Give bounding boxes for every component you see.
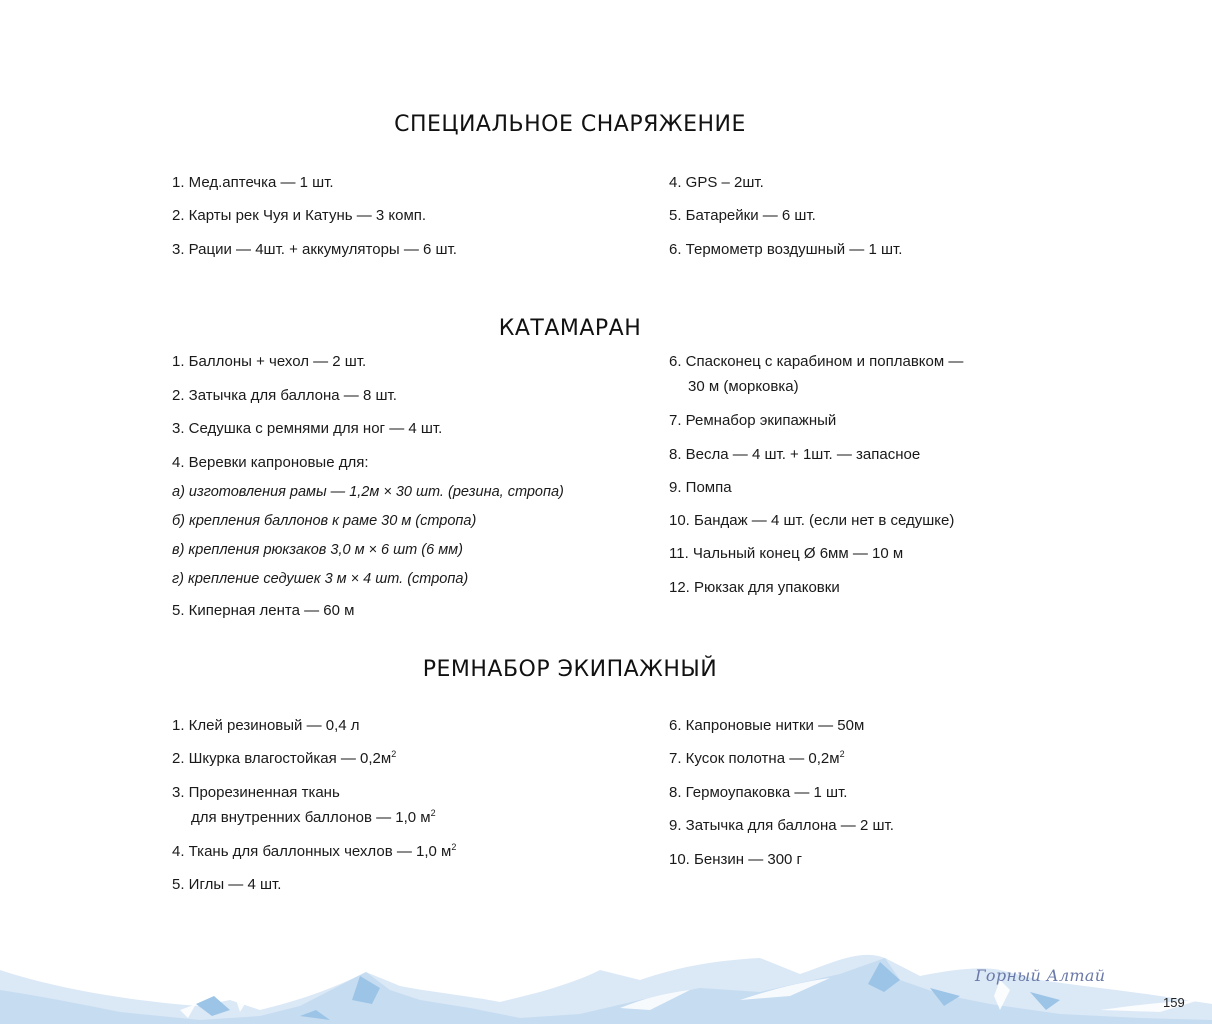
list-item: 1. Мед.аптечка — 1 шт.	[172, 174, 334, 191]
list-item	[669, 749, 845, 769]
list-item: 8. Весла — 4 шт. + 1шт. — запасное	[669, 446, 921, 463]
list-item: 10. Бандаж — 4 шт. (если нет в седушке)	[669, 512, 955, 529]
section-title-special-equipment: СПЕЦИАЛЬНОЕ СНАРЯЖЕНИЕ	[394, 112, 746, 137]
list-item: 2. Затычка для баллона — 8 шт.	[172, 387, 397, 404]
section-title-catamaran: КАТАМАРАН	[498, 316, 642, 341]
list-item: 3. Седушка с ремнями для ног — 4 шт.	[172, 420, 443, 437]
list-item: 9. Затычка для баллона — 2 шт.	[669, 817, 894, 834]
list-subitem: в) крепления рюкзаков 3,0 м × 6 шт (6 мм)	[172, 542, 463, 558]
list-subitem: б) крепления баллонов к раме 30 м (стропа)	[172, 513, 477, 529]
list-item: 4. Веревки капроновые для:	[172, 454, 369, 471]
list-item: 1. Клей резиновый — 0,4 л	[172, 717, 360, 734]
list-item: 11. Чальный конец Ø 6мм — 10 м	[669, 545, 904, 562]
list-item-text: 6. Спасконец с карабином и поплавком —	[669, 353, 964, 370]
list-item: 4. GPS – 2шт.	[669, 174, 764, 191]
list-item: 3. Рации — 4шт. + аккумуляторы — 6 шт.	[172, 241, 457, 258]
list-item-text: 3. Прорезиненная ткань	[172, 784, 340, 801]
superscript: 2	[391, 749, 397, 759]
list-subitem: г) крепление седушек 3 м × 4 шт. (стропа)	[172, 571, 469, 587]
list-item: 5. Батарейки — 6 шт.	[669, 207, 816, 224]
continuation-text: для внутренних баллонов — 1,0 м	[191, 809, 431, 826]
superscript: 2	[451, 842, 457, 852]
list-item: 1. Баллоны + чехол — 2 шт.	[172, 353, 367, 370]
list-item	[669, 352, 963, 397]
list-item	[172, 842, 456, 862]
superscript: 2	[430, 808, 436, 818]
list-item-continuation: 30 м (морковка)	[688, 378, 799, 395]
list-item: 9. Помпа	[669, 479, 732, 496]
list-item: 5. Иглы — 4 шт.	[172, 876, 282, 893]
list-item	[172, 749, 396, 769]
brand-logo-text: Горный Алтай	[975, 966, 1106, 985]
list-item: 10. Бензин — 300 г	[669, 851, 803, 868]
section-title-repair-kit: РЕМНАБОР ЭКИПАЖНЫЙ	[422, 657, 718, 682]
list-item-text: 4. Ткань для баллонных чехлов — 1,0 м	[172, 843, 452, 860]
list-item-text: 7. Кусок полотна — 0,2м	[669, 750, 840, 767]
list-item: 6. Термометр воздушный — 1 шт.	[669, 241, 903, 258]
list-item	[172, 783, 436, 828]
list-item: 2. Карты рек Чуя и Катунь — 3 комп.	[172, 207, 427, 224]
superscript: 2	[839, 749, 845, 759]
list-item: 8. Гермоупаковка — 1 шт.	[669, 784, 848, 801]
list-subitem: а) изготовления рамы — 1,2м × 30 шт. (резина, стропа)	[172, 484, 564, 500]
list-item-text: 2. Шкурка влагостойкая — 0,2м	[172, 750, 392, 767]
list-item: 7. Ремнабор экипажный	[669, 412, 837, 429]
page-number: 159	[1163, 995, 1185, 1010]
list-item: 5. Киперная лента — 60 м	[172, 602, 355, 619]
list-item: 12. Рюкзак для упаковки	[669, 579, 840, 596]
list-item: 6. Капроновые нитки — 50м	[669, 717, 865, 734]
list-item-continuation	[172, 808, 436, 828]
